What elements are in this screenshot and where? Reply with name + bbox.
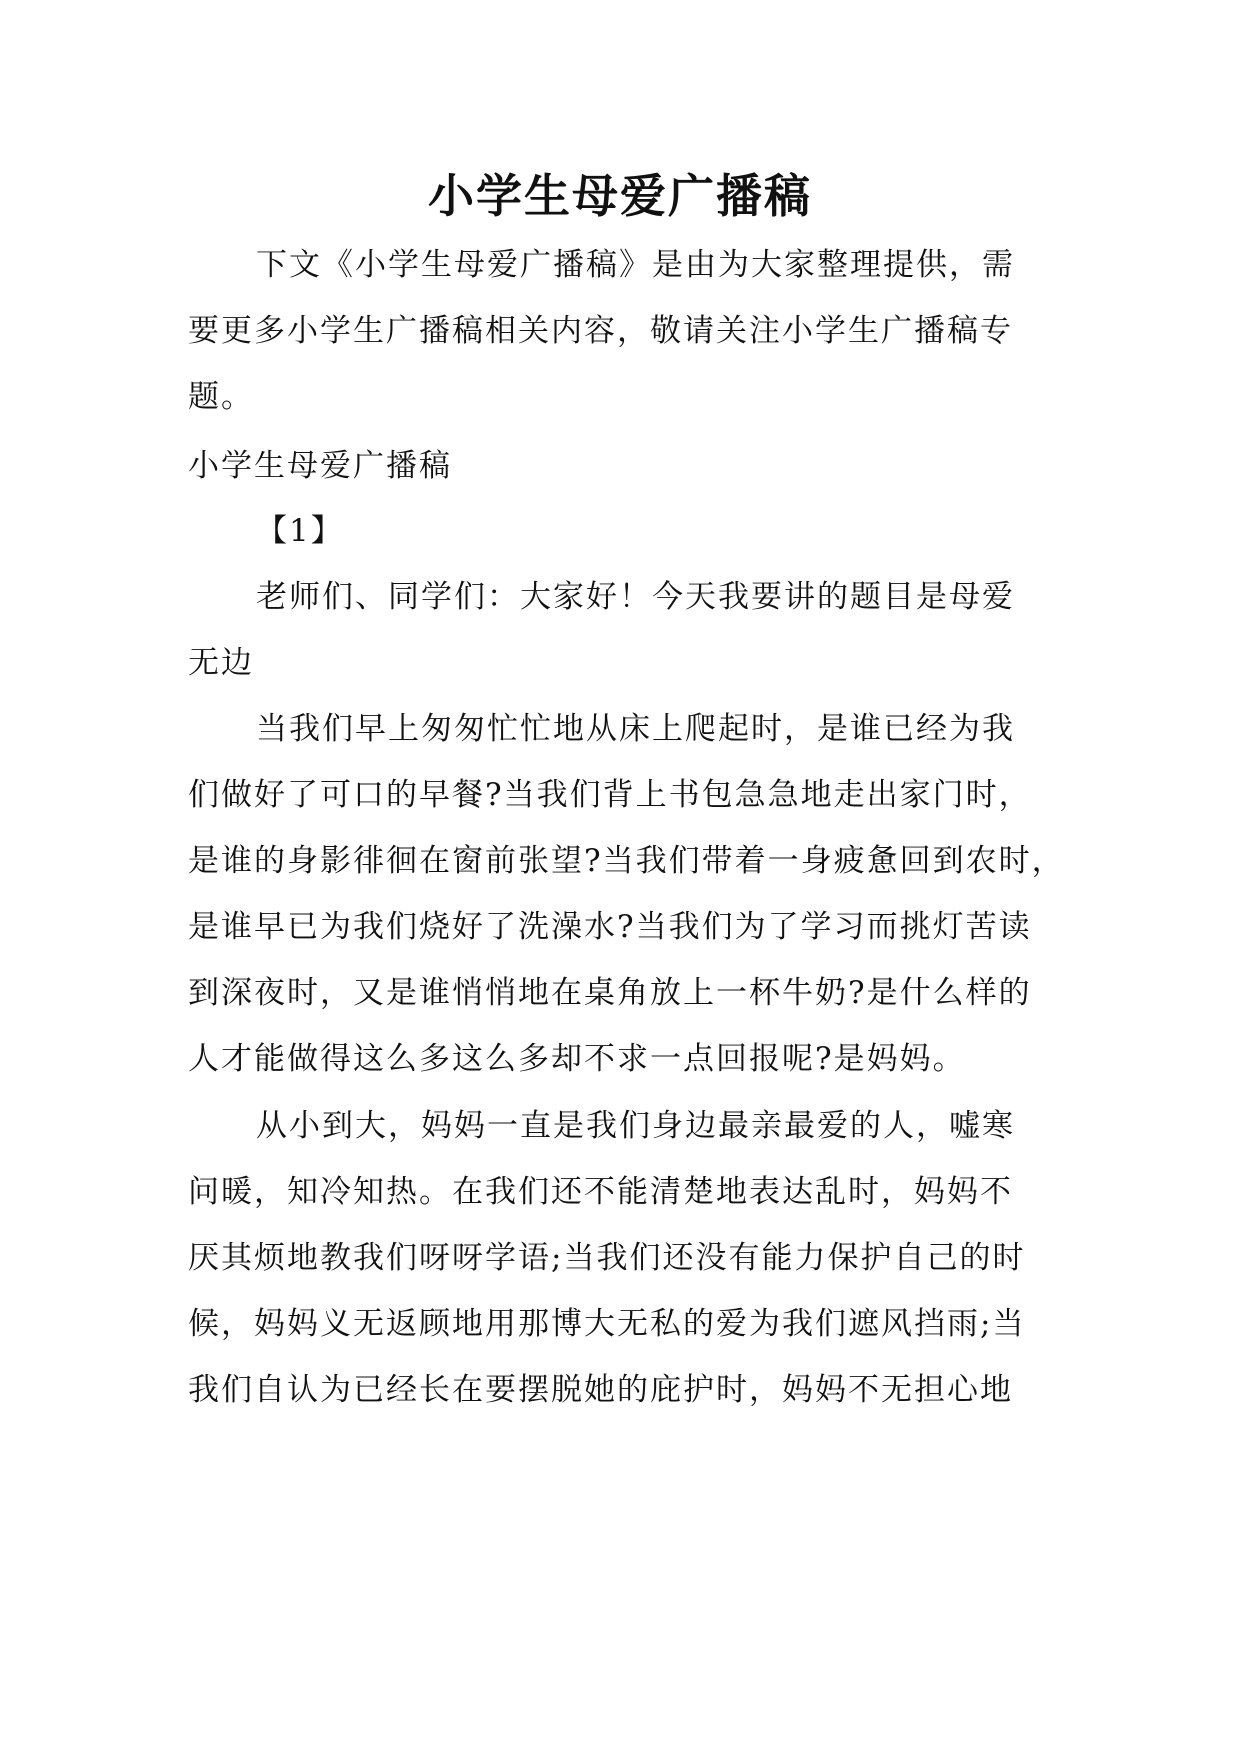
paragraph-2-line-3: 厌其烦地教我们呀呀学语;当我们还没有能力保护自己的时 xyxy=(188,1240,1026,1276)
intro-line-1: 下文《小学生母爱广播稿》是由为大家整理提供，需 xyxy=(256,247,1015,283)
section-heading: 小学生母爱广播稿 xyxy=(188,448,452,484)
intro-line-3: 题。 xyxy=(188,379,254,415)
greeting-line-1: 老师们、同学们：大家好！今天我要讲的题目是母爱 xyxy=(256,579,1015,615)
paragraph-1-line-6: 人才能做得这么多这么多却不求一点回报呢?是妈妈。 xyxy=(188,1041,966,1077)
paragraph-2-line-5: 我们自认为已经长在要摆脱她的庇护时，妈妈不无担心地 xyxy=(188,1372,1013,1408)
document-title: 小学生母爱广播稿 xyxy=(428,169,812,223)
paragraph-1-line-4: 是谁早已为我们烧好了洗澡水?当我们为了学习而挑灯苦读 xyxy=(188,909,1032,945)
paragraph-2-line-4: 候，妈妈义无返顾地用那博大无私的爱为我们遮风挡雨;当 xyxy=(188,1306,1026,1342)
paragraph-2-line-1: 从小到大，妈妈一直是我们身边最亲最爱的人，嘘寒 xyxy=(256,1108,1015,1144)
paragraph-1-line-3: 是谁的身影徘徊在窗前张望?当我们带着一身疲惫回到农时， xyxy=(188,843,1065,879)
paragraph-1-line-1: 当我们早上匆匆忙忙地从床上爬起时，是谁已经为我 xyxy=(256,711,1015,747)
paragraph-2-line-2: 问暖，知冷知热。在我们还不能清楚地表达乱时，妈妈不 xyxy=(188,1174,1013,1210)
section-number: 【1】 xyxy=(256,513,344,549)
greeting-line-2: 无边 xyxy=(188,645,254,681)
paragraph-1-line-2: 们做好了可口的早餐?当我们背上书包急急地走出家门时， xyxy=(188,777,1032,813)
paragraph-1-line-5: 到深夜时，又是谁悄悄地在桌角放上一杯牛奶?是什么样的 xyxy=(188,975,1032,1011)
intro-line-2: 要更多小学生广播稿相关内容，敬请关注小学生广播稿专 xyxy=(188,313,1013,349)
